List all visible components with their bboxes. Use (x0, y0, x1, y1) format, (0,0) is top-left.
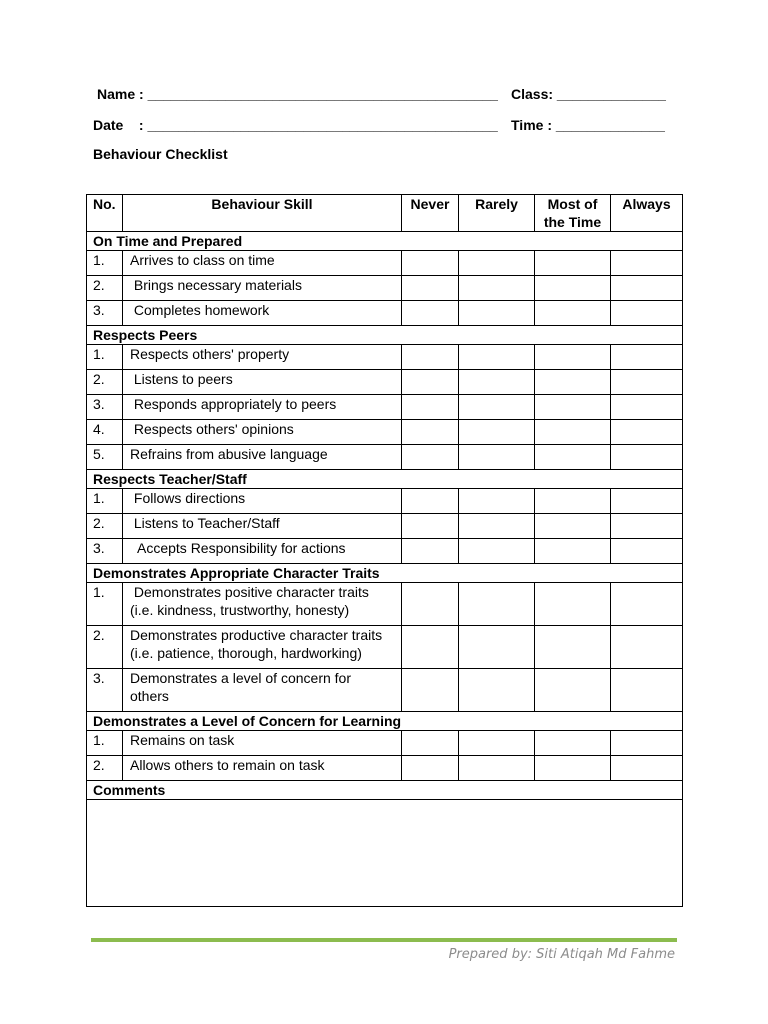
header-most-line-2: the Time (543, 214, 602, 230)
item-number: 5. (87, 445, 123, 470)
rating-cell-never[interactable] (402, 731, 459, 756)
item-skill-line-1: Brings necessary materials (130, 277, 302, 293)
time-field[interactable]: Time : ______________ (511, 117, 665, 133)
header-no: No. (87, 195, 123, 232)
rating-cell-rarely[interactable] (459, 395, 535, 420)
rating-cell-most-of-the-time[interactable] (535, 345, 611, 370)
item-skill (123, 445, 402, 470)
rating-cell-always[interactable] (611, 756, 683, 781)
rating-cell-never[interactable] (402, 514, 459, 539)
rating-cell-rarely[interactable] (459, 345, 535, 370)
item-skill (123, 514, 402, 539)
item-skill-line-1: Respects others' opinions (130, 421, 294, 437)
item-skill (123, 489, 402, 514)
rating-cell-never[interactable] (402, 539, 459, 564)
checklist-item-row (87, 345, 683, 370)
rating-cell-always[interactable] (611, 445, 683, 470)
item-number: 2. (87, 370, 123, 395)
section-title: On Time and Prepared (87, 232, 683, 251)
header-row (87, 195, 683, 232)
footer-credit: Prepared by: Siti Atiqah Md Fahme (448, 947, 675, 962)
checklist-item-row (87, 514, 683, 539)
rating-cell-most-of-the-time[interactable] (535, 756, 611, 781)
rating-cell-always[interactable] (611, 301, 683, 326)
item-skill (123, 420, 402, 445)
rating-cell-rarely[interactable] (459, 301, 535, 326)
item-skill (123, 539, 402, 564)
rating-cell-most-of-the-time[interactable] (535, 514, 611, 539)
rating-cell-most-of-the-time[interactable] (535, 445, 611, 470)
behaviour-checklist-table (86, 194, 683, 907)
item-skill-line-1: Accepts Responsibility for actions (130, 540, 346, 556)
checklist-item-row (87, 301, 683, 326)
rating-cell-rarely[interactable] (459, 276, 535, 301)
item-skill (123, 251, 402, 276)
rating-cell-rarely[interactable] (459, 420, 535, 445)
item-number: 3. (87, 301, 123, 326)
rating-cell-always[interactable] (611, 251, 683, 276)
rating-cell-most-of-the-time[interactable] (535, 539, 611, 564)
section-title: Demonstrates Appropriate Character Traits (87, 564, 683, 583)
section-title: Respects Teacher/Staff (87, 470, 683, 489)
item-number: 1. (87, 489, 123, 514)
rating-cell-rarely[interactable] (459, 489, 535, 514)
item-skill (123, 626, 402, 669)
rating-cell-never[interactable] (402, 756, 459, 781)
comments-label-row (87, 781, 683, 800)
section-row (87, 326, 683, 345)
checklist-item-row (87, 489, 683, 514)
comments-row (87, 800, 683, 907)
rating-cell-never[interactable] (402, 301, 459, 326)
rating-cell-always[interactable] (611, 345, 683, 370)
item-skill-line-1: Refrains from abusive language (130, 446, 328, 462)
item-number: 1. (87, 731, 123, 756)
item-number: 4. (87, 420, 123, 445)
item-skill (123, 731, 402, 756)
item-skill-line-1: Follows directions (130, 490, 246, 506)
section-row (87, 564, 683, 583)
item-number: 3. (87, 539, 123, 564)
rating-cell-always[interactable] (611, 583, 683, 626)
document-title: Behaviour Checklist (93, 146, 228, 162)
item-skill-line-1: Respects others' property (130, 346, 290, 362)
rating-cell-always[interactable] (611, 669, 683, 712)
checklist-item-row (87, 539, 683, 564)
rating-cell-rarely[interactable] (459, 514, 535, 539)
item-skill-line-1: Listens to Teacher/Staff (130, 515, 280, 531)
checklist-item-row (87, 626, 683, 669)
rating-cell-always[interactable] (611, 370, 683, 395)
checklist-item-row (87, 583, 683, 626)
rating-cell-most-of-the-time[interactable] (535, 395, 611, 420)
section-row (87, 232, 683, 251)
rating-cell-most-of-the-time[interactable] (535, 731, 611, 756)
checklist-item-row (87, 420, 683, 445)
checklist-item-row (87, 251, 683, 276)
rating-cell-never[interactable] (402, 583, 459, 626)
rating-cell-never[interactable] (402, 626, 459, 669)
item-skill (123, 669, 402, 712)
item-skill-line-1: Remains on task (130, 732, 235, 748)
rating-cell-most-of-the-time[interactable] (535, 626, 611, 669)
rating-cell-most-of-the-time[interactable] (535, 301, 611, 326)
rating-cell-always[interactable] (611, 276, 683, 301)
rating-cell-most-of-the-time[interactable] (535, 420, 611, 445)
item-skill-line-2: others (130, 688, 169, 704)
comments-box[interactable] (87, 800, 683, 907)
item-number: 1. (87, 251, 123, 276)
rating-cell-never[interactable] (402, 420, 459, 445)
item-skill-line-1: Completes homework (130, 302, 270, 318)
rating-cell-rarely[interactable] (459, 539, 535, 564)
rating-cell-most-of-the-time[interactable] (535, 489, 611, 514)
checklist-item-row (87, 276, 683, 301)
item-skill (123, 276, 402, 301)
section-row (87, 470, 683, 489)
rating-cell-always[interactable] (611, 489, 683, 514)
rating-cell-never[interactable] (402, 669, 459, 712)
item-skill-line-1: Demonstrates positive character traits (130, 584, 369, 600)
section-row (87, 712, 683, 731)
rating-cell-never[interactable] (402, 489, 459, 514)
item-number: 2. (87, 514, 123, 539)
rating-cell-always[interactable] (611, 626, 683, 669)
header-most-line-1: Most of (547, 196, 598, 212)
item-skill (123, 395, 402, 420)
item-number: 2. (87, 626, 123, 669)
checklist-item-row (87, 669, 683, 712)
item-skill-line-1: Listens to peers (130, 371, 233, 387)
item-skill (123, 370, 402, 395)
rating-cell-always[interactable] (611, 395, 683, 420)
item-number: 2. (87, 276, 123, 301)
rating-cell-always[interactable] (611, 420, 683, 445)
rating-cell-rarely[interactable] (459, 583, 535, 626)
section-title: Respects Peers (87, 326, 683, 345)
item-number: 3. (87, 395, 123, 420)
checklist-item-row (87, 395, 683, 420)
rating-cell-rarely[interactable] (459, 669, 535, 712)
item-skill-line-1: Allows others to remain on task (130, 757, 325, 773)
rating-cell-most-of-the-time[interactable] (535, 669, 611, 712)
item-skill (123, 583, 402, 626)
item-skill-line-1: Demonstrates productive character traits (130, 627, 383, 643)
header-behaviour-skill: Behaviour Skill (123, 195, 402, 232)
item-skill-line-2: (i.e. patience, thorough, hardworking) (130, 645, 362, 661)
checklist-item-row (87, 445, 683, 470)
name-field[interactable]: Name : _____________________________________________ (97, 86, 498, 102)
footer-divider (91, 938, 677, 942)
rating-cell-always[interactable] (611, 539, 683, 564)
rating-cell-rarely[interactable] (459, 731, 535, 756)
header-never: Never (402, 195, 459, 232)
item-skill (123, 345, 402, 370)
item-skill-line-1: Arrives to class on time (130, 252, 275, 268)
rating-cell-always[interactable] (611, 731, 683, 756)
item-skill (123, 301, 402, 326)
rating-cell-rarely[interactable] (459, 251, 535, 276)
rating-cell-always[interactable] (611, 514, 683, 539)
item-skill-line-2: (i.e. kindness, trustworthy, honesty) (130, 602, 350, 618)
comments-label: Comments (87, 781, 683, 800)
rating-cell-never[interactable] (402, 445, 459, 470)
rating-cell-never[interactable] (402, 395, 459, 420)
section-title: Demonstrates a Level of Concern for Learning (87, 712, 683, 731)
item-number: 1. (87, 345, 123, 370)
header-most-of-the-time (535, 195, 611, 232)
table-body (87, 232, 683, 781)
item-number: 1. (87, 583, 123, 626)
rating-cell-never[interactable] (402, 251, 459, 276)
rating-cell-rarely[interactable] (459, 445, 535, 470)
item-number: 2. (87, 756, 123, 781)
rating-cell-rarely[interactable] (459, 756, 535, 781)
rating-cell-never[interactable] (402, 370, 459, 395)
rating-cell-rarely[interactable] (459, 370, 535, 395)
rating-cell-rarely[interactable] (459, 626, 535, 669)
class-field[interactable]: Class: ______________ (511, 86, 666, 102)
item-skill-line-1: Demonstrates a level of concern for (130, 670, 351, 686)
date-field[interactable]: Date : _____________________________________________ (93, 117, 498, 133)
item-skill-line-1: Responds appropriately to peers (130, 396, 337, 412)
rating-cell-never[interactable] (402, 345, 459, 370)
checklist-item-row (87, 370, 683, 395)
item-skill (123, 756, 402, 781)
item-number: 3. (87, 669, 123, 712)
rating-cell-never[interactable] (402, 276, 459, 301)
checklist-item-row (87, 756, 683, 781)
rating-cell-most-of-the-time[interactable] (535, 583, 611, 626)
header-rarely: Rarely (459, 195, 535, 232)
rating-cell-most-of-the-time[interactable] (535, 251, 611, 276)
checklist-item-row (87, 731, 683, 756)
header-always: Always (611, 195, 683, 232)
rating-cell-most-of-the-time[interactable] (535, 370, 611, 395)
rating-cell-most-of-the-time[interactable] (535, 276, 611, 301)
